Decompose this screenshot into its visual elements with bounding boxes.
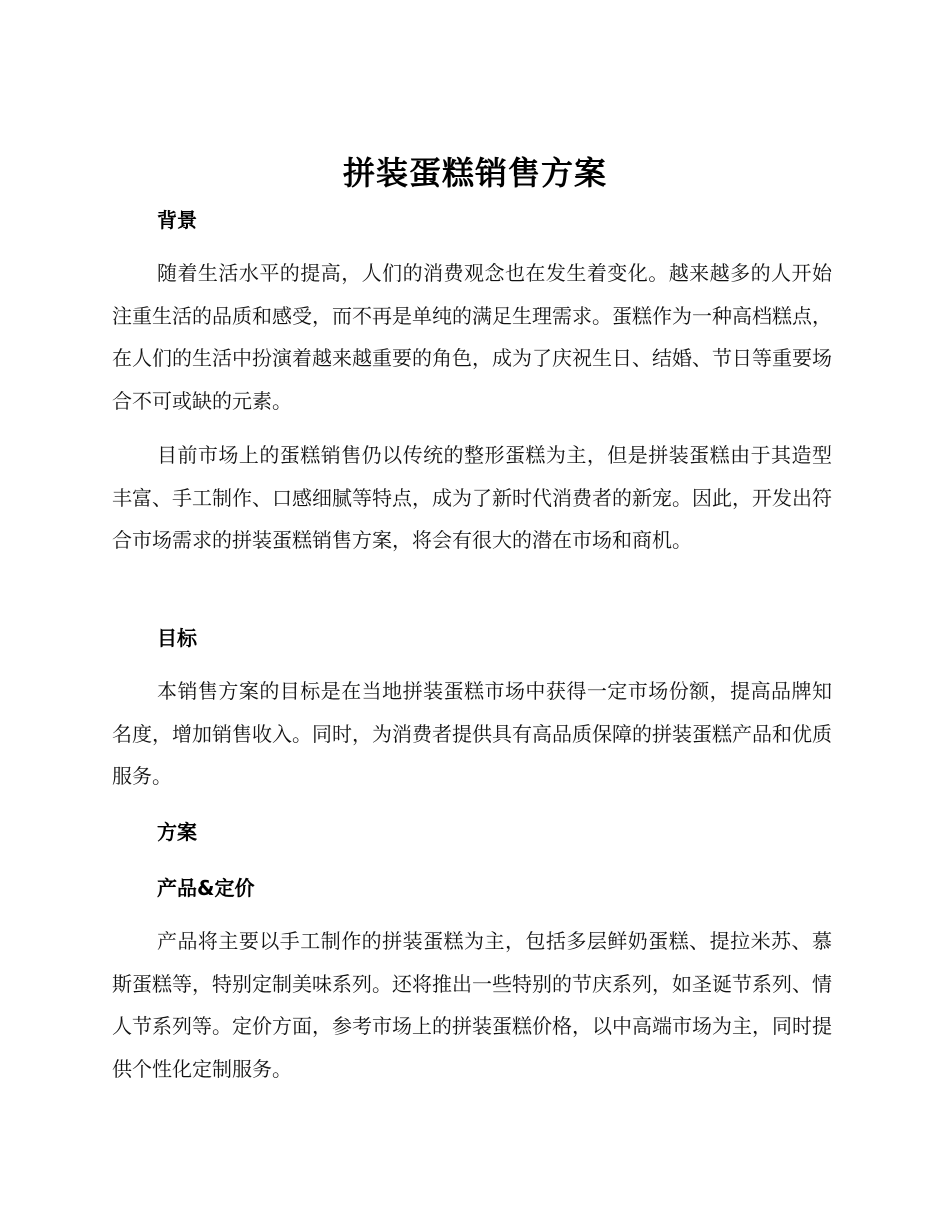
document-title: 拼装蛋糕销售方案 (342, 154, 607, 192)
section-heading-background: 背景 (157, 208, 197, 232)
section-heading-plan: 方案 (157, 820, 197, 844)
paragraph-background-1: 随着生活水平的提高，人们的消费观念也在发生着变化。越来越多的人开始注重生活的品质和感受，而不再是单纯的满足生理需求。蛋糕作为一种高档糕点，在人们的生活中扮演着越来越重要的角色，成为了庆祝生日、结婚、节日等重要场合不可或缺的元素。 (112, 261, 832, 413)
paragraph-background-2: 目前市场上的蛋糕销售仍以传统的整形蛋糕为主，但是拼装蛋糕由于其造型丰富、手工制作、口感细腻等特点，成为了新时代消费者的新宠。因此，开发出符合市场需求的拼装蛋糕销售方案，将会有很大的潜在市场和商机。 (112, 443, 832, 552)
paragraph-product-pricing-1: 产品将主要以手工制作的拼装蛋糕为主，包括多层鲜奶蛋糕、提拉米苏、慕斯蛋糕等，特别定制美味系列。还将推出一些特别的节庆系列，如圣诞节系列、情人节系列等。定价方面，参考市场上的拼装蛋糕价格，以中高端市场为主，同时提供个性化定制服务。 (112, 929, 832, 1081)
section-heading-goal: 目标 (157, 626, 197, 650)
paragraph-goal-1: 本销售方案的目标是在当地拼装蛋糕市场中获得一定市场份额，提高品牌知名度，增加销售收入。同时，为消费者提供具有高品质保障的拼装蛋糕产品和优质服务。 (112, 679, 832, 788)
subsection-heading-product-pricing: 产品&定价 (157, 876, 255, 900)
